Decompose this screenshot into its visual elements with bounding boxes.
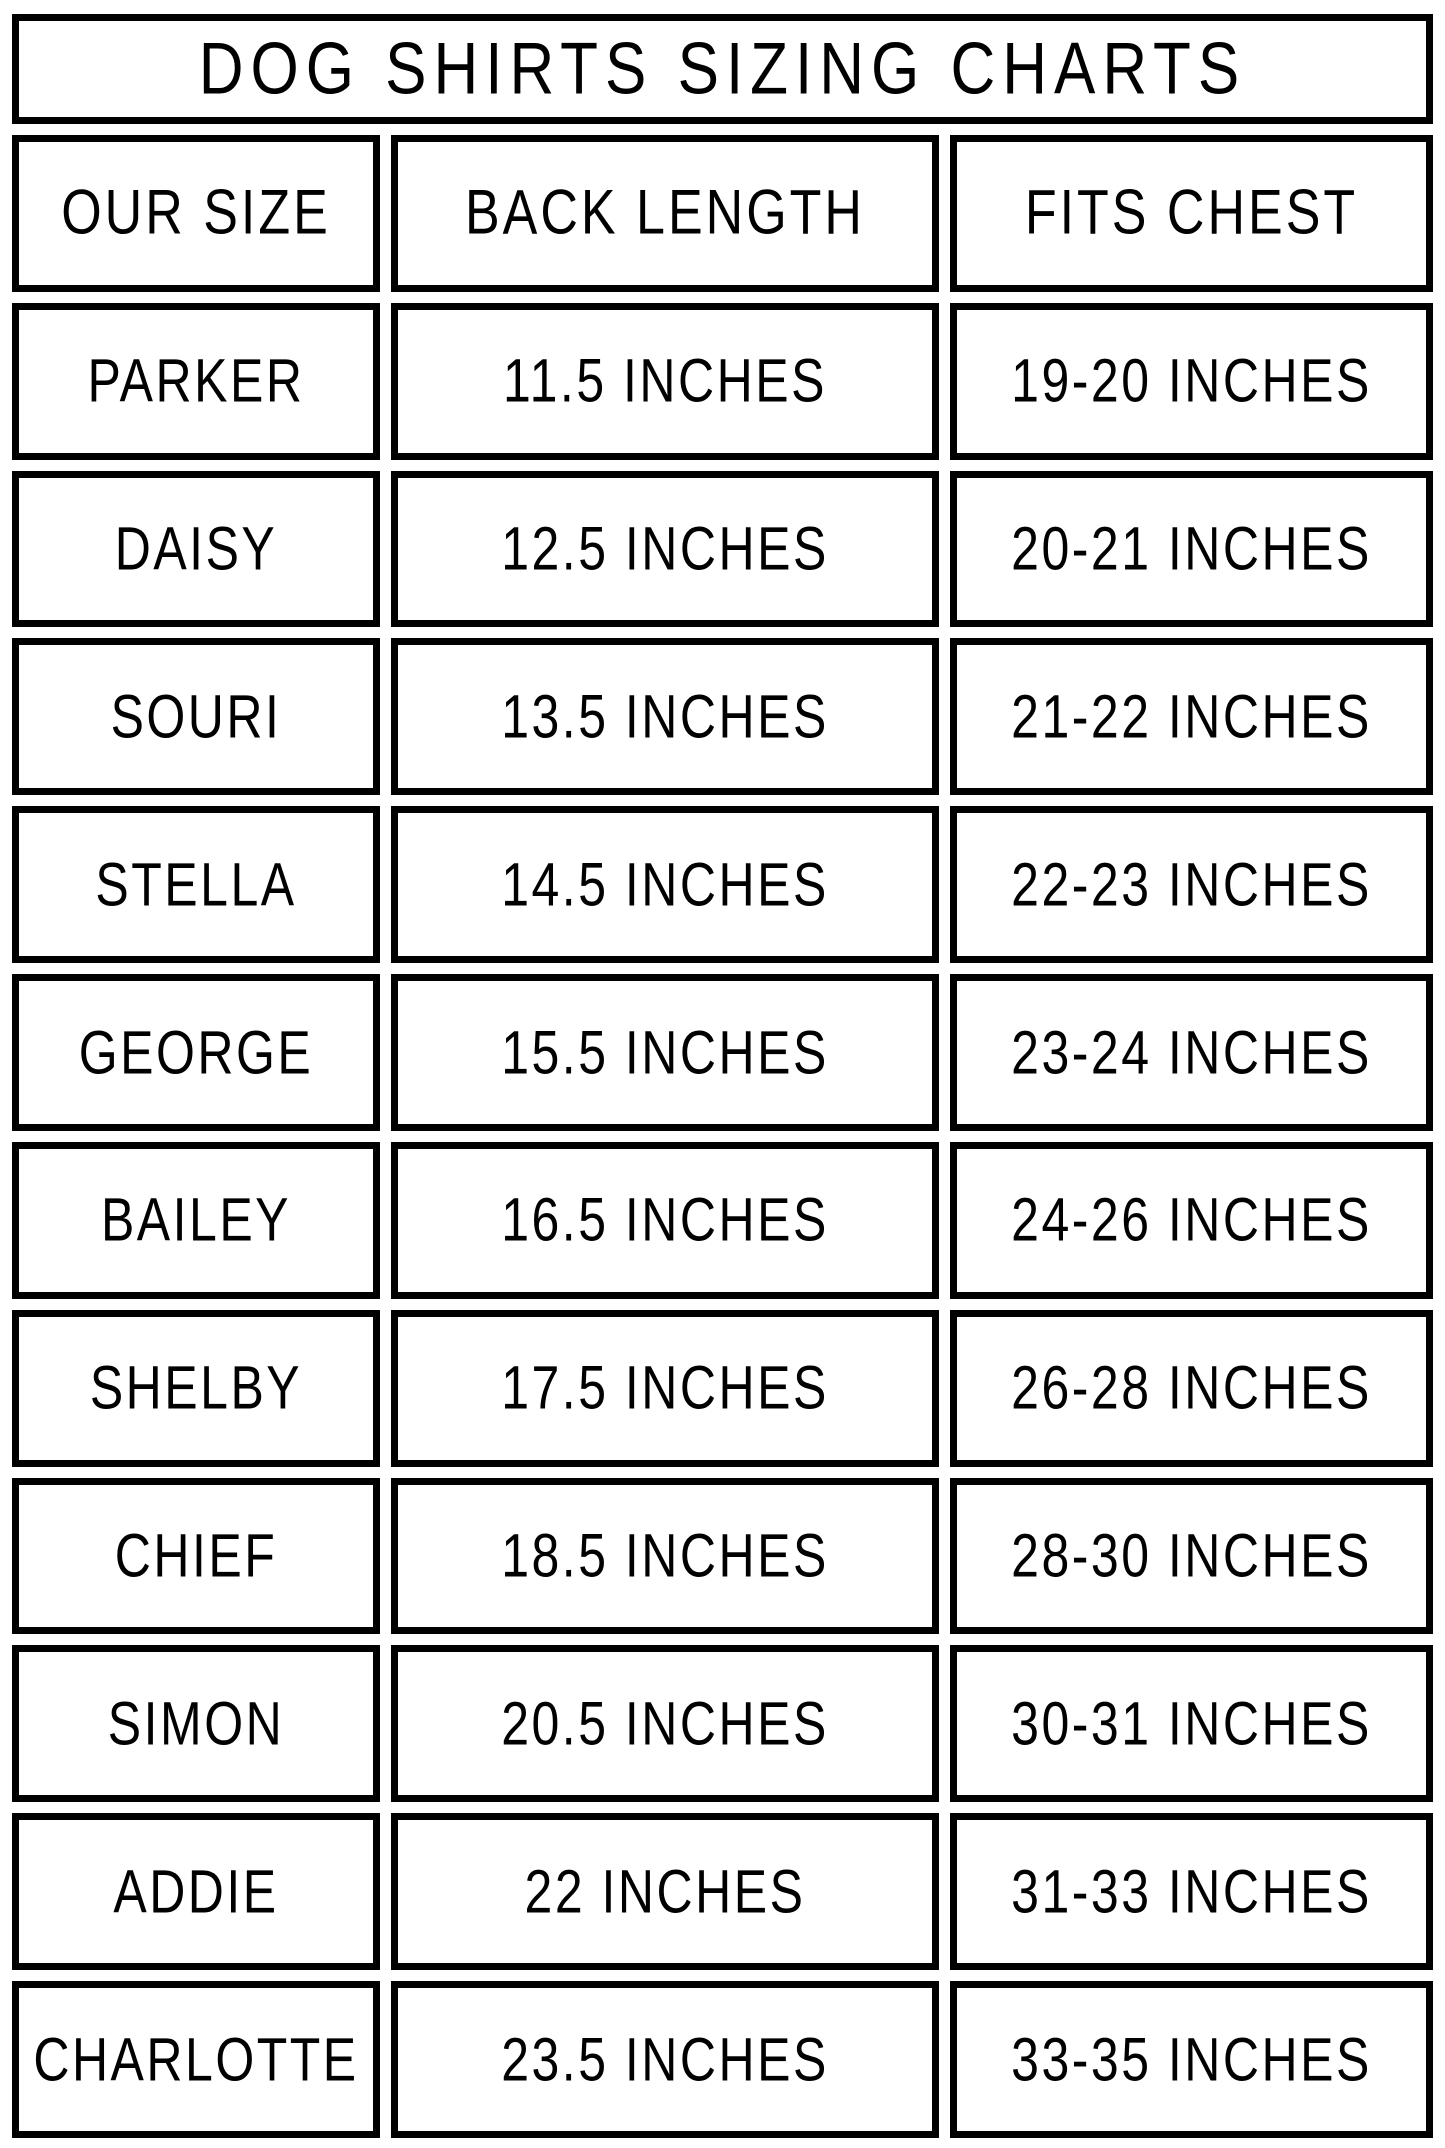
table-row bbox=[12, 806, 1433, 963]
cell-back-length bbox=[391, 974, 939, 1131]
table-row bbox=[12, 638, 1433, 795]
cell-fits-chest-label: 21-22 INCHES bbox=[1011, 682, 1372, 752]
cell-back-length bbox=[391, 1645, 939, 1802]
chart-title-box bbox=[12, 14, 1433, 124]
cell-size bbox=[12, 471, 380, 628]
cell-back-length-label: 20.5 INCHES bbox=[501, 1689, 829, 1759]
cell-size-label: GEORGE bbox=[78, 1018, 314, 1087]
column-header-fits-chest bbox=[950, 135, 1433, 292]
cell-fits-chest bbox=[950, 1142, 1433, 1299]
cell-fits-chest bbox=[950, 303, 1433, 460]
table-row bbox=[12, 1142, 1433, 1299]
table-row bbox=[12, 974, 1433, 1131]
table-row bbox=[12, 471, 1433, 628]
table-row bbox=[12, 1981, 1433, 2138]
cell-fits-chest bbox=[950, 1981, 1433, 2138]
cell-fits-chest-label: 22-23 INCHES bbox=[1011, 850, 1372, 919]
column-header-back-length-label: BACK LENGTH bbox=[465, 178, 865, 249]
cell-fits-chest-label: 30-31 INCHES bbox=[1011, 1689, 1372, 1759]
cell-size bbox=[12, 806, 380, 963]
cell-fits-chest bbox=[950, 1645, 1433, 1802]
cell-fits-chest-label: 31-33 INCHES bbox=[1011, 1857, 1372, 1926]
table-header-row bbox=[12, 135, 1433, 292]
cell-fits-chest bbox=[950, 638, 1433, 795]
column-header-our-size bbox=[12, 135, 380, 292]
cell-size-label: PARKER bbox=[87, 347, 305, 416]
column-header-our-size-label: OUR SIZE bbox=[61, 178, 331, 249]
cell-fits-chest-label: 33-35 INCHES bbox=[1011, 2025, 1372, 2094]
cell-size-label: SOURI bbox=[110, 682, 282, 752]
column-header-fits-chest-label: FITS CHEST bbox=[1024, 178, 1359, 249]
cell-fits-chest-label: 20-21 INCHES bbox=[1011, 514, 1372, 584]
cell-fits-chest bbox=[950, 1478, 1433, 1635]
cell-size-label: ADDIE bbox=[113, 1857, 279, 1926]
cell-size bbox=[12, 1310, 380, 1467]
cell-size-label: BAILEY bbox=[100, 1186, 292, 1255]
cell-back-length bbox=[391, 1981, 939, 2138]
table-row bbox=[12, 1310, 1433, 1467]
cell-back-length bbox=[391, 471, 939, 628]
cell-back-length-label: 22 INCHES bbox=[524, 1857, 806, 1926]
cell-fits-chest-label: 24-26 INCHES bbox=[1011, 1186, 1372, 1255]
cell-size-label: SHELBY bbox=[89, 1354, 303, 1423]
cell-back-length bbox=[391, 1478, 939, 1635]
cell-back-length-label: 16.5 INCHES bbox=[501, 1186, 829, 1255]
cell-size-label: STELLA bbox=[95, 850, 297, 919]
table-row bbox=[12, 1645, 1433, 1802]
cell-back-length-label: 11.5 INCHES bbox=[503, 347, 827, 416]
cell-back-length-label: 23.5 INCHES bbox=[501, 2025, 829, 2094]
table-row bbox=[12, 1813, 1433, 1970]
cell-fits-chest bbox=[950, 471, 1433, 628]
cell-size bbox=[12, 1645, 380, 1802]
cell-back-length-label: 14.5 INCHES bbox=[501, 850, 829, 919]
cell-fits-chest bbox=[950, 806, 1433, 963]
cell-back-length bbox=[391, 1813, 939, 1970]
cell-fits-chest bbox=[950, 974, 1433, 1131]
cell-size-label: DAISY bbox=[114, 514, 278, 584]
cell-back-length bbox=[391, 1310, 939, 1467]
cell-fits-chest bbox=[950, 1310, 1433, 1467]
cell-size-label: CHIEF bbox=[114, 1521, 278, 1591]
cell-size-label: CHARLOTTE bbox=[33, 2025, 359, 2094]
cell-size bbox=[12, 638, 380, 795]
cell-back-length-label: 15.5 INCHES bbox=[501, 1018, 829, 1087]
cell-back-length bbox=[391, 303, 939, 460]
cell-back-length-label: 12.5 INCHES bbox=[501, 514, 829, 584]
table-row bbox=[12, 1478, 1433, 1635]
cell-back-length-label: 18.5 INCHES bbox=[501, 1521, 829, 1591]
cell-size bbox=[12, 1981, 380, 2138]
cell-back-length-label: 17.5 INCHES bbox=[501, 1354, 829, 1423]
cell-fits-chest-label: 28-30 INCHES bbox=[1011, 1521, 1372, 1591]
cell-size bbox=[12, 303, 380, 460]
cell-back-length bbox=[391, 1142, 939, 1299]
cell-size-label: SIMON bbox=[107, 1689, 285, 1759]
sizing-table bbox=[12, 135, 1433, 2138]
cell-size bbox=[12, 1478, 380, 1635]
cell-size bbox=[12, 1142, 380, 1299]
cell-size bbox=[12, 1813, 380, 1970]
cell-fits-chest-label: 26-28 INCHES bbox=[1011, 1354, 1372, 1423]
cell-back-length bbox=[391, 638, 939, 795]
cell-back-length-label: 13.5 INCHES bbox=[501, 682, 829, 752]
column-header-back-length bbox=[391, 135, 939, 292]
cell-back-length bbox=[391, 806, 939, 963]
page-title: DOG SHIRTS SIZING CHARTS bbox=[198, 28, 1247, 110]
table-row bbox=[12, 303, 1433, 460]
cell-fits-chest bbox=[950, 1813, 1433, 1970]
cell-fits-chest-label: 19-20 INCHES bbox=[1011, 347, 1372, 416]
cell-fits-chest-label: 23-24 INCHES bbox=[1011, 1018, 1372, 1087]
cell-size bbox=[12, 974, 380, 1131]
